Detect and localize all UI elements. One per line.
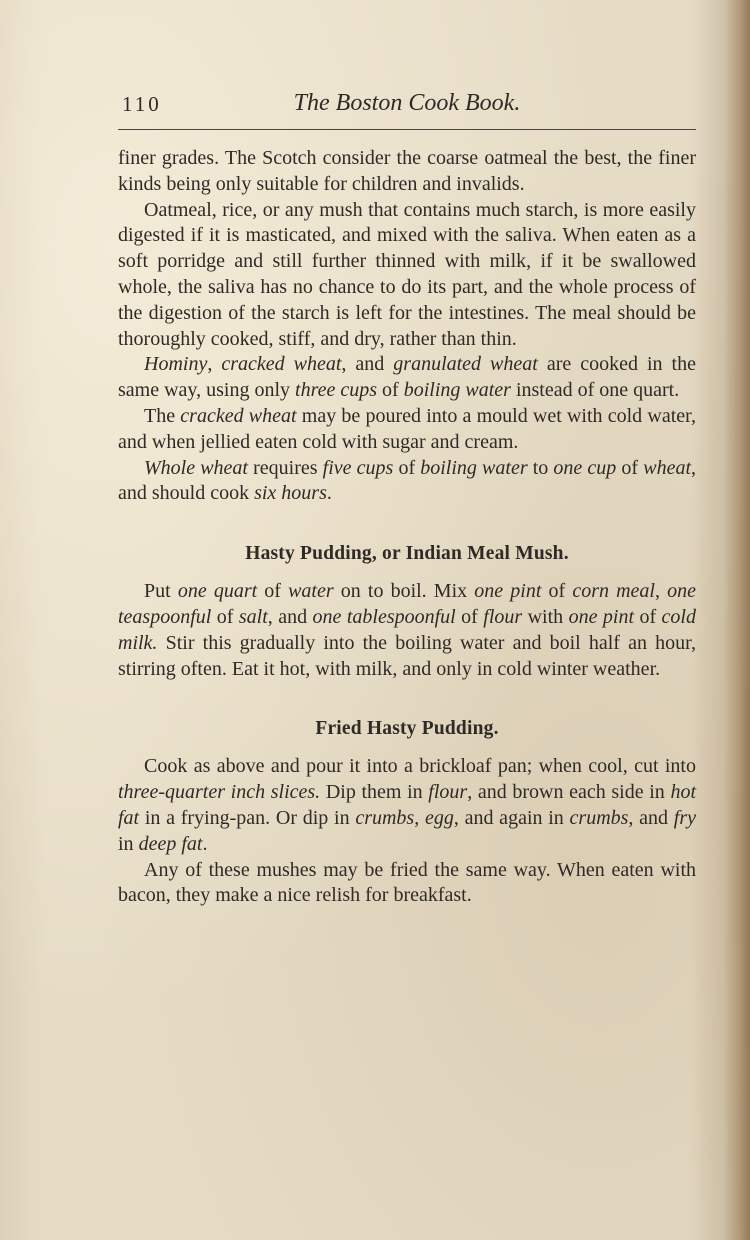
recipe-text-hasty-pudding: Put one quart of water on to boil. Mix one pint of corn meal, one teaspoonful of salt, and one tablespoonful of flour with one pint of cold milk. Stir this gradually into the boiling water and boil half an hour, stirring often. Eat it hot, with milk, and only in cold winter weather. [118,580,697,680]
paragraph-whole-wheat: Whole wheat requires five cups of boiling water to one cup of wheat, and should cook six hours. [118,456,697,505]
paragraph-oatmeal-digestion: Oatmeal, rice, or any mush that contains much starch, is more easily digested if it is masticated, and mixed with the saliva. When eaten as a soft porridge and still further thinned with milk, if it be swallowed whole, the saliva has no chance to do its part, and the whole process of the digestion of the starch is left for the intestines. The meal should be thoroughly cooked, stiff, and dry, rather than thin. [118,198,696,350]
paragraph-closing-note: Any of these mushes may be fried the same way. When eaten with bacon, they make a nice relish for breakfast. [118,858,696,907]
recipe-heading-fried-hasty-pudding: Fried Hasty Pudding. [315,718,499,740]
paragraph-cracked-wheat: The cracked wheat may be poured into a mould wet with cold water, and when jellied eaten cold with sugar and cream. [118,404,696,453]
paragraph-oatmeal-grades: finer grades. The Scotch consider the coarse oatmeal the best, the finer kinds being only suitable for children and invalids. [118,147,696,195]
page-edge-shadow [724,0,750,1240]
page-header [118,88,696,122]
recipe-heading-hasty-pudding: Hasty Pudding, or Indian Meal Mush. [245,543,569,565]
page-body [118,146,696,909]
page-number: 110 [122,92,162,116]
running-title: The Boston Cook Book. [293,90,521,116]
recipe-text-fried-hasty-pudding: Cook as above and pour it into a brickloaf pan; when cool, cut into three-quarter inch slices. Dip them in flour, and brown each side in hot fat in a frying-pan. Or dip in crumbs, egg, and again in crumbs, and fry in deep fat. [118,755,697,855]
paragraph-hominy: Hominy, cracked wheat, and granulated wheat are cooked in the same way, using only three cups of boiling water instead of one quart. [118,353,696,402]
header-rule [118,129,696,130]
